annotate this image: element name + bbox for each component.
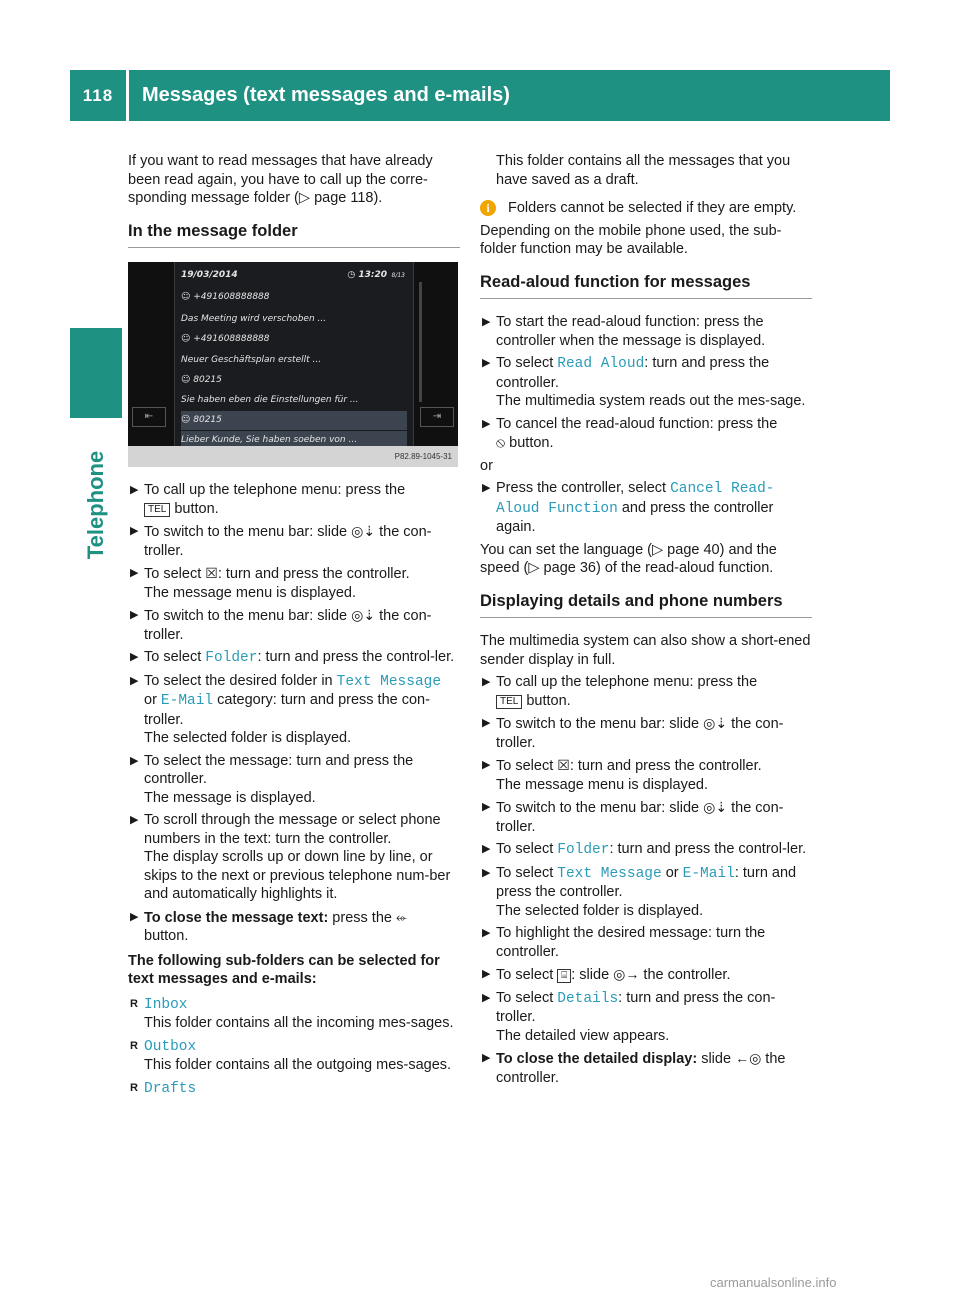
step: ▶ To select Folder: turn and press the control-ler. <box>482 841 807 858</box>
list-item: Sie haben eben die Einstellungen für ... <box>181 395 359 405</box>
folder-item: R Outbox This folder contains all the outgoing mes-sages. <box>130 1038 452 1073</box>
display-date: 19/03/2014 <box>181 270 238 280</box>
display-scrollbar <box>419 282 422 402</box>
left-column <box>128 152 460 1102</box>
side-tab <box>70 425 122 585</box>
step: ▶ To select Details: turn and press the con-troller. The detailed view appears. <box>482 989 776 1044</box>
controller-slide-down-icon: ◎⇣ <box>351 523 376 539</box>
forward-icon: ⇥ <box>420 407 454 427</box>
info-icon: i <box>480 200 496 216</box>
list-item-selected: ☺ 80215 <box>181 411 407 430</box>
language-text: You can set the language (▷ page 40) and the speed (▷ page 36) of the read-aloud function. <box>480 541 777 576</box>
display-time: ◷ 13:20 <box>347 270 387 280</box>
list-item: Das Meeting wird verschoben ... <box>181 314 327 324</box>
page-ref-icon: ▷ <box>652 541 664 558</box>
page-ref-icon: ▷ <box>528 560 540 576</box>
step: ▶ To close the message text: press the ⬰ button. <box>130 908 408 944</box>
menu-term-read-aloud: Read Aloud <box>557 356 645 372</box>
menu-term-folder: Folder <box>557 842 610 858</box>
section-heading-message-folder: In the message folder <box>128 222 460 249</box>
details-intro: The multimedia system can also show a short-ened sender display in full. <box>480 633 811 668</box>
page-number: 118 <box>82 85 114 105</box>
step: ▶ To highlight the desired message: turn the controller. <box>482 925 766 960</box>
menu-term-cancel-read: Cancel Read- <box>670 481 775 497</box>
step: ▶ To select ☒: turn and press the controller. The message menu is displayed. <box>482 757 762 793</box>
mute-button-icon: ⦸ <box>496 434 506 450</box>
folder-name: Drafts <box>144 1080 197 1097</box>
back-button-icon: ⬰ <box>395 908 408 925</box>
side-tab-label: Telephone <box>83 450 108 560</box>
tel-button-icon: TEL <box>496 695 522 709</box>
menu-term-text-message: Text Message <box>336 673 442 690</box>
header-divider <box>126 70 129 121</box>
figure-caption: P82.89-1045-31 <box>128 446 458 467</box>
details-icon: ⌸ <box>557 969 571 983</box>
step: ▶ To scroll through the message or select phone numbers in the text: turn the controller. The display scrolls up or down line by line, or skips to the next or previous telephone num-ber and automatically highlights it. <box>130 812 451 902</box>
message-icon: ☒ <box>205 565 218 581</box>
controller-slide-down-icon: ◎⇣ <box>703 799 728 815</box>
tel-button-icon: TEL <box>144 503 170 517</box>
step: ▶ To switch to the menu bar: slide ◎⇣ the con-troller. <box>130 523 432 559</box>
folder-item: R Inbox This folder contains all the incoming mes-sages. <box>130 996 454 1031</box>
intro-text: If you want to read messages that have already been read again, you have to call up the corre- sponding message folder (▷ page 118). <box>128 153 433 206</box>
step: ▶ To switch to the menu bar: slide ◎⇣ the con-troller. <box>482 799 784 835</box>
subfolders-heading: The following sub-folders can be selected for text messages and e-mails: <box>128 952 440 987</box>
right-column <box>480 152 812 1091</box>
step: ▶ To select Read Aloud: turn and press the controller. The multimedia system reads out the mes-sage. <box>482 355 806 409</box>
drafts-description: This folder contains all the messages that you have saved as a draft. <box>496 153 791 188</box>
list-item-selected: Lieber Kunde, Sie haben soeben von ... <box>181 431 407 450</box>
controller-slide-down-icon: ◎⇣ <box>351 607 376 623</box>
section-heading-details: Displaying details and phone numbers <box>480 592 812 619</box>
step: ▶ To call up the telephone menu: press the TEL button. <box>130 482 406 517</box>
step: ▶ To select the message: turn and press the controller. The message is displayed. <box>130 752 414 806</box>
depending-text: Depending on the mobile phone used, the sub-folder function may be available. <box>480 222 782 257</box>
list-item: ☺ +491608888888 <box>181 334 270 344</box>
menu-term-aloud-function: Aloud Function <box>496 500 618 517</box>
step: ▶ To call up the telephone menu: press the TEL button. <box>482 674 758 709</box>
step: ▶ To switch to the menu bar: slide ◎⇣ the con-troller. <box>482 715 784 751</box>
message-folder-figure <box>128 262 458 467</box>
section-heading-read-aloud: Read-aloud function for messages <box>480 273 812 300</box>
step: ▶ To select ☒: turn and press the controller. The message menu is displayed. <box>130 565 410 601</box>
step: ▶ To close the detailed display: slide ←◎ the controller. <box>482 1050 786 1086</box>
list-item: Neuer Geschäftsplan erstellt ... <box>181 355 322 365</box>
step: ▶ To switch to the menu bar: slide ◎⇣ the con-troller. <box>130 607 432 643</box>
info-note: i Folders cannot be selected if they are empty. <box>480 199 812 218</box>
page-title: Messages (text messages and e-mails) <box>142 84 510 106</box>
display-count: 8/13 <box>391 272 405 279</box>
folder-item: R Drafts <box>130 1080 197 1097</box>
side-marker <box>70 328 122 418</box>
display-header <box>181 266 407 285</box>
step: ▶ To select Text Message or E-Mail: turn and press the controller. The selected folder is displayed. <box>482 864 797 919</box>
controller-slide-left-icon: ←◎ <box>735 1050 762 1066</box>
display-screen <box>174 262 414 446</box>
step: ▶ Press the controller, select Cancel Read- Aloud Function and press the controller again. <box>482 480 775 535</box>
step: ▶ To select the desired folder in Text Message or E-Mail category: turn and press the con-troller. The selected folder is displayed. <box>130 672 442 746</box>
menu-term-email: E-Mail <box>160 693 214 709</box>
menu-term-details: Details <box>557 990 619 1007</box>
controller-slide-right-icon: ◎→ <box>613 966 640 982</box>
list-item: ☺ 80215 <box>181 375 222 385</box>
step: ▶ To start the read-aloud function: press the controller when the message is displayed. <box>482 314 766 349</box>
or-text: or <box>480 457 493 474</box>
watermark: carmanualsonline.info <box>710 1275 837 1290</box>
message-icon: ☒ <box>557 757 570 773</box>
controller-slide-down-icon: ◎⇣ <box>703 715 728 731</box>
page-ref-icon: ▷ <box>298 190 311 206</box>
list-item: ☺ +491608888888 <box>181 292 270 302</box>
step: ▶ To cancel the read-aloud function: press the ⦸ button. <box>482 415 778 451</box>
step: ▶ To select Folder: turn and press the control-ler. <box>130 649 455 666</box>
folder-name: Inbox <box>144 996 188 1013</box>
folder-name: Outbox <box>144 1038 197 1055</box>
step: ▶ To select ⌸ : slide ◎→ the controller. <box>482 966 731 983</box>
menu-term-folder: Folder <box>205 650 258 666</box>
back-icon: ⇤ <box>132 407 166 427</box>
menu-term-text-message: Text Message <box>557 865 662 882</box>
menu-term-email: E-Mail <box>682 865 735 882</box>
